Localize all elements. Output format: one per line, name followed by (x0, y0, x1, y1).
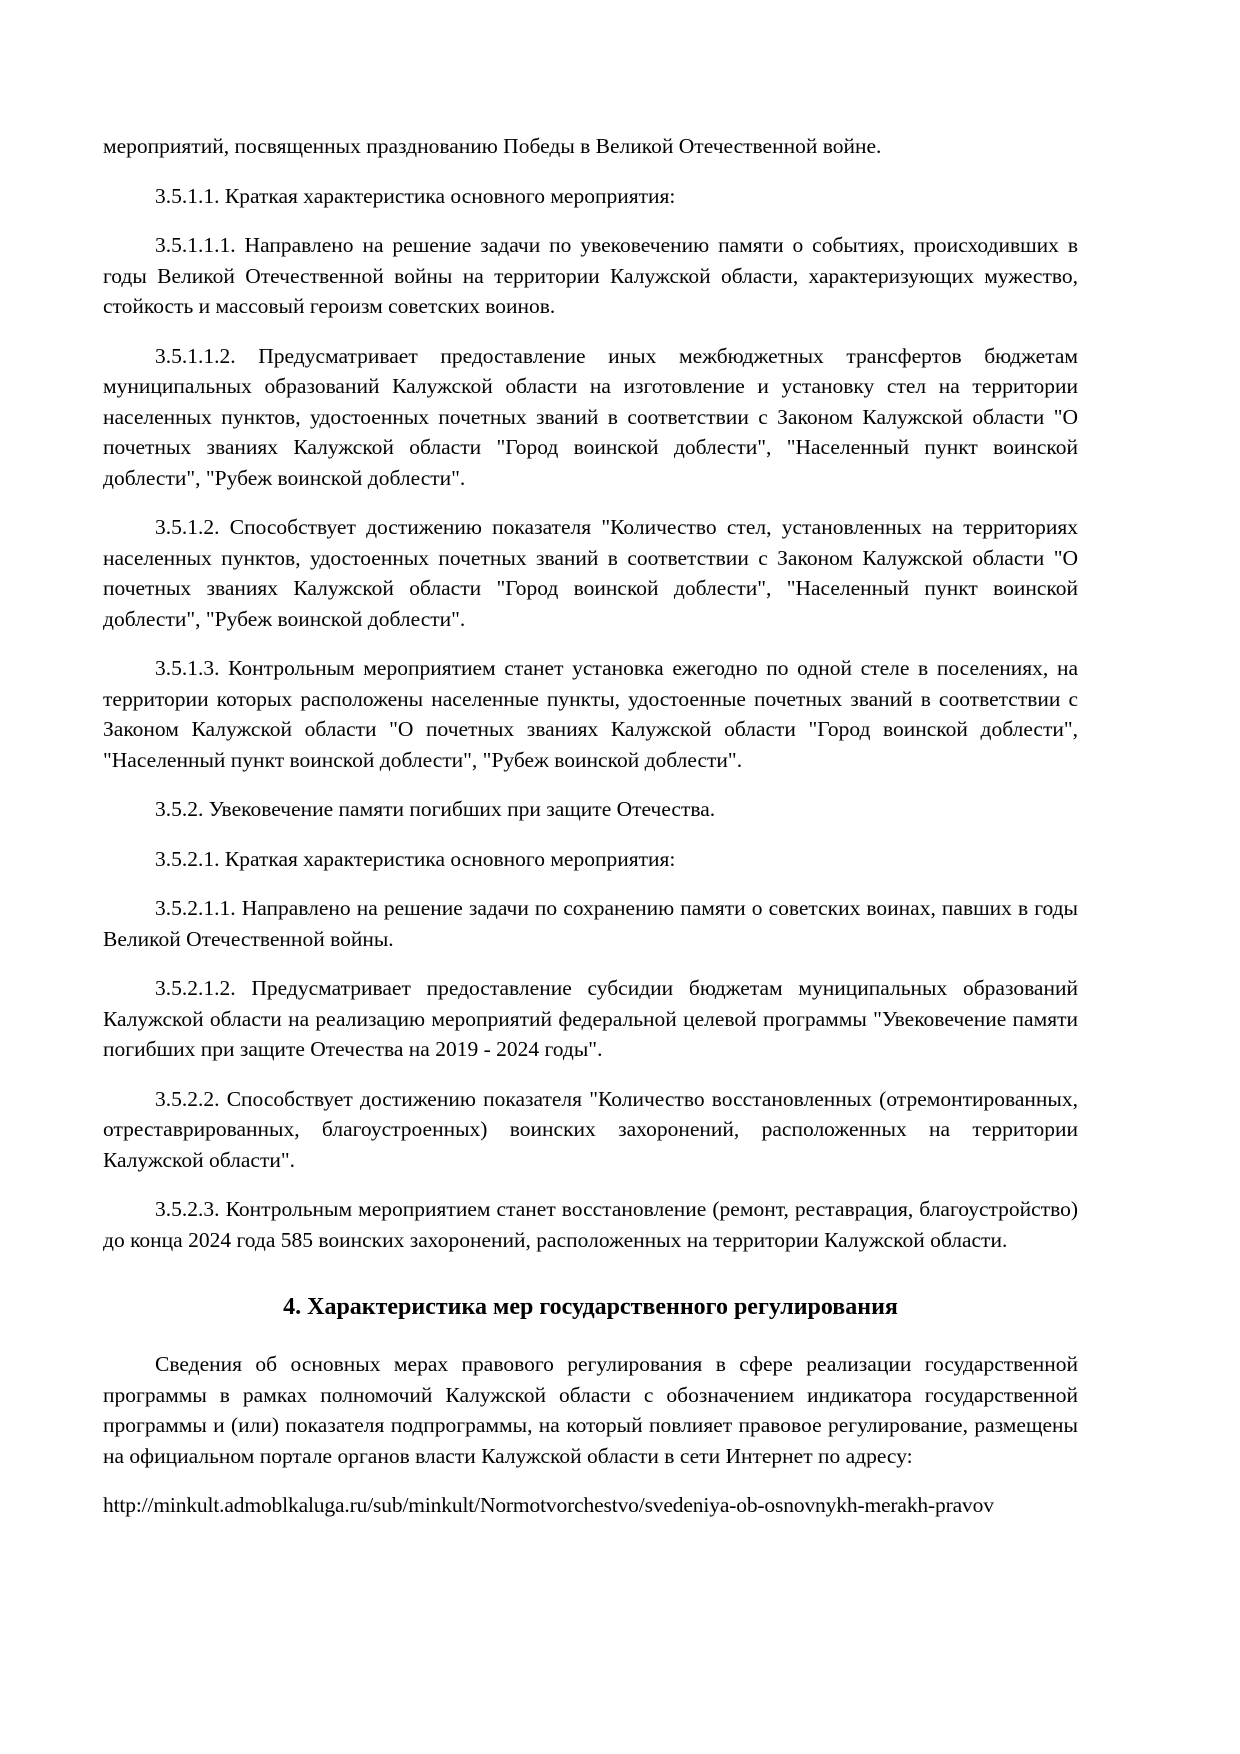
document-content (103, 131, 1078, 1521)
paragraph-3-5-1-1-1: 3.5.1.1.1. Направлено на решение задачи по увековечению памяти о событиях, происходивших в годы Великой Отечественной войны на территории Калужской области, характеризующих мужество, стойкость и массовый героизм советских воинов. (103, 233, 1078, 318)
paragraph-3-5-1-2: 3.5.1.2. Способствует достижению показателя "Количество стел, установленных на территориях населенных пунктов, удостоенных почетных званий в соответствии с Законом Калужской области "О почетных званиях Калужской области "Город воинской доблести", "Населенный пункт воинской доблести", "Рубеж воинской доблести". (103, 515, 1078, 631)
paragraph-3-5-1-1: 3.5.1.1. Краткая характеристика основного мероприятия: (155, 183, 676, 208)
paragraph-3-5-1-3: 3.5.1.3. Контрольным мероприятием станет установка ежегодно по одной стеле в поселениях, на территории которых расположены населенные пункты, удостоенные почетных званий в соответствии с Законом Калужской области "О почетных званиях Калужской области "Город воинской доблести", "Населенный пункт воинской доблести", "Рубеж воинской доблести". (103, 656, 1078, 772)
closing-paragraph: Сведения об основных мерах правового регулирования в сфере реализации государственной программы в рамках полномочий Калужской области с обозначением индикатора государственной программы и (или) показателя подпрограммы, на который повлияет правовое регулирование, размещены на официальном портале органов власти Калужской области в сети Интернет по адресу: (103, 1352, 1078, 1468)
paragraph-3-5-2-2: 3.5.2.2. Способствует достижению показателя "Количество восстановленных (отремонтированных, отреставрированных, благоустроенных) воинских захоронений, расположенных на территории Калужской области". (103, 1086, 1078, 1172)
continuation-paragraph: мероприятий, посвященных празднованию Победы в Великой Отечественной войне. (103, 134, 882, 158)
paragraph-3-5-2-1: 3.5.2.1. Краткая характеристика основного мероприятия: (155, 846, 676, 871)
paragraph-3-5-2-3: 3.5.2.3. Контрольным мероприятием станет восстановление (ремонт, реставрация, благоустройство) до конца 2024 года 585 воинских захоронений, расположенных на территории Калужской области. (103, 1197, 1078, 1252)
portal-url[interactable]: http://minkult.admoblkaluga.ru/sub/minkult/Normotvorchestvo/svedeniya-ob-osnovnykh-merakh-pravov (103, 1493, 994, 1517)
paragraph-3-5-2-1-1: 3.5.2.1.1. Направлено на решение задачи по сохранению памяти о советских воинах, павших в годы Великой Отечественной войны. (103, 896, 1078, 951)
paragraph-3-5-2: 3.5.2. Увековечение памяти погибших при защите Отечества. (155, 797, 716, 821)
paragraph-3-5-1-1-2: 3.5.1.1.2. Предусматривает предоставление иных межбюджетных трансфертов бюджетам муниципальных образований Калужской области на изготовление и установку стел на территории населенных пунктов, удостоенных почетных званий в соответствии с Законом Калужской области "О почетных званиях Калужской области "Город воинской доблести", "Населенный пункт воинской доблести", "Рубеж воинской доблести". (103, 343, 1078, 490)
paragraph-3-5-2-1-2: 3.5.2.1.2. Предусматривает предоставление субсидии бюджетам муниципальных образований Калужской области на реализацию мероприятий федеральной целевой программы "Увековечение памяти погибших при защите Отечества на 2019 - 2024 годы". (103, 976, 1078, 1061)
section-heading-4: 4. Характеристика мер государственного регулирования (283, 1294, 898, 1320)
